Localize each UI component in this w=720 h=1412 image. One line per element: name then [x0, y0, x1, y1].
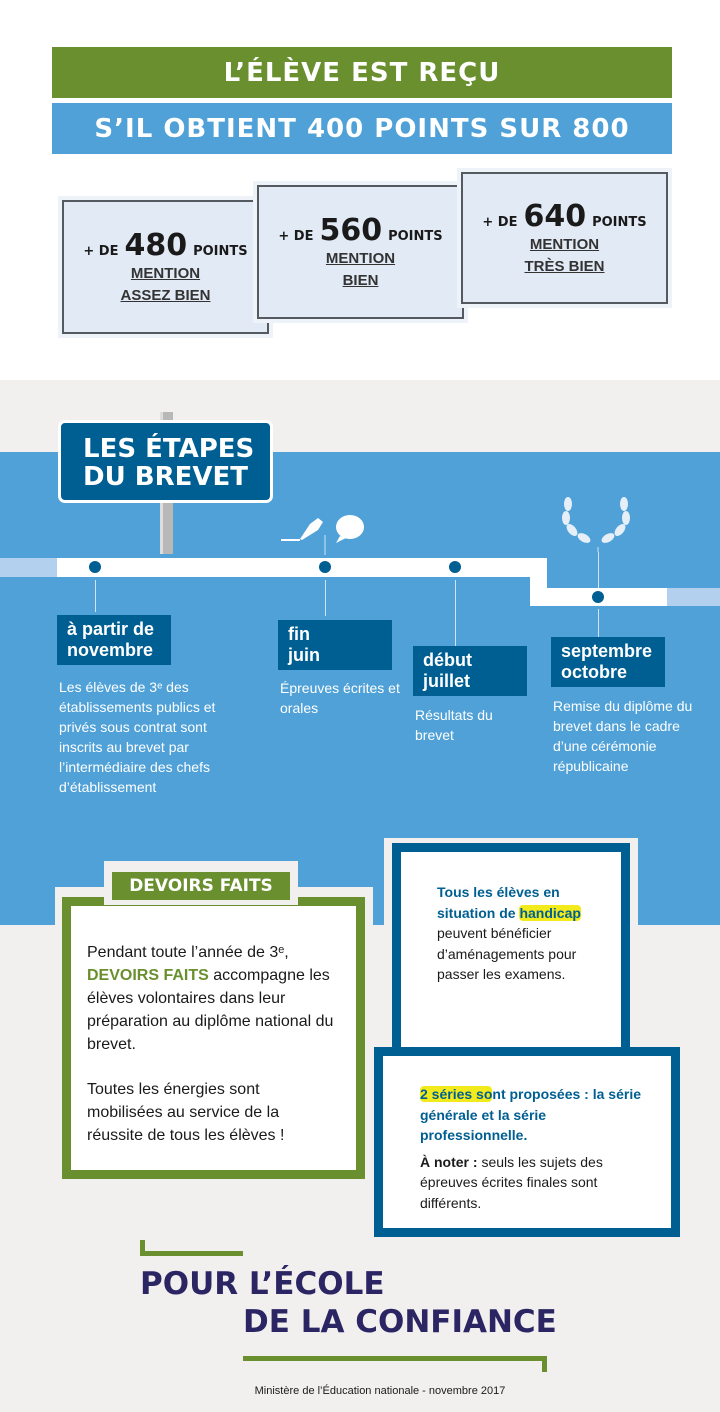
laurel-icon — [558, 492, 638, 552]
text: Pendant toute l’année de 3ᵉ, — [87, 944, 289, 961]
slogan-line: DE LA CONFIANCE — [243, 1304, 557, 1340]
series-text: nt proposées : la série générale et la série professionnelle. — [420, 1086, 641, 1143]
pen-speech-icon — [278, 510, 368, 560]
devoirs-highlight: DEVOIRS FAITS — [87, 967, 209, 984]
timeline-track — [57, 558, 547, 577]
connector-line — [455, 580, 456, 646]
step-description: Résultats du brevet — [415, 707, 493, 743]
credit: Ministère de l’Éducation nationale - novembre 2017 — [254, 1385, 506, 1397]
step-date — [551, 637, 665, 687]
handicap-text: Tous les élèves en situation de — [437, 884, 560, 921]
connector-line — [598, 552, 599, 588]
connector-line — [598, 609, 599, 637]
footer-deco — [542, 1356, 547, 1372]
step-description: Remise du diplôme du brevet dans le cadre d’une cérémonie républicaine — [553, 698, 693, 774]
mention-label: MENTION — [325, 249, 396, 267]
subtitle: S’IL OBTIENT 400 POINTS SUR 800 — [94, 113, 630, 144]
mention-label: MENTION — [529, 235, 600, 253]
step-description: Les élèves de 3ᵉ des établissements publics et privés sous contrat sont inscrits au brevet par l’intermédiaire des chefs d’établissement — [59, 679, 216, 795]
mention-level: ASSEZ BIEN — [120, 286, 211, 304]
sign-line: LES ÉTAPES — [83, 434, 255, 464]
suffix: POINTS — [388, 228, 443, 244]
date-line: octobre — [561, 662, 628, 682]
step-description: Épreuves écrites et orales — [280, 680, 400, 716]
timeline-dot — [449, 561, 461, 573]
note-label: À noter : — [420, 1153, 478, 1170]
devoirs-paragraph — [87, 941, 342, 1056]
date-line: début — [423, 650, 472, 670]
points: 560 — [319, 212, 383, 248]
handicap-highlight: handicap — [519, 904, 581, 921]
section-sign — [58, 420, 273, 503]
points: 640 — [523, 198, 587, 234]
timeline-dot — [89, 561, 101, 573]
subtitle-banner — [52, 103, 672, 154]
devoirs-tab: DEVOIRS FAITS — [112, 872, 290, 900]
step-date — [413, 646, 527, 696]
series-highlight: 2 séries so — [420, 1086, 493, 1102]
prefix: + DE — [83, 243, 119, 259]
note-text: seuls les sujets des épreuves écrites finales sont différents. — [420, 1153, 603, 1211]
mention-level: TRÈS BIEN — [524, 257, 605, 275]
footer-deco — [243, 1356, 547, 1361]
timeline-end — [667, 588, 720, 606]
step-date — [278, 620, 392, 670]
series-box — [374, 1047, 680, 1237]
prefix: + DE — [278, 228, 314, 244]
step-date — [57, 615, 171, 665]
connector-line — [325, 580, 326, 616]
suffix: POINTS — [592, 214, 647, 230]
points: 480 — [124, 227, 188, 263]
mention-level: BIEN — [342, 271, 379, 289]
text: accompagne les élèves volontaires dans leur préparation au diplôme national du brevet. — [87, 967, 334, 1053]
mention-card-assez-bien — [58, 196, 273, 338]
timeline-dot — [319, 561, 331, 573]
mention-label: MENTION — [130, 264, 201, 282]
connector-line — [95, 580, 96, 612]
handicap-text: peuvent bénéficier d’aménagements pour passer les examens. — [437, 925, 577, 982]
devoirs-paragraph: Toutes les énergies sont mobilisées au service de la réussite de tous les élèves ! — [87, 1081, 285, 1144]
mention-card-bien — [253, 181, 468, 323]
mention-card-tres-bien — [457, 168, 672, 308]
date-line: juillet — [423, 671, 471, 691]
date-line: fin — [288, 624, 310, 644]
prefix: + DE — [482, 214, 518, 230]
sign-line: DU BREVET — [83, 462, 248, 492]
date-line: septembre — [561, 641, 653, 661]
date-line: à partir de — [67, 619, 155, 639]
title-banner — [52, 47, 672, 98]
footer-deco — [140, 1251, 243, 1256]
slogan-line: POUR L’ÉCOLE — [140, 1266, 385, 1302]
suffix: POINTS — [193, 243, 248, 259]
title: L’ÉLÈVE EST REÇU — [223, 57, 501, 88]
timeline-start — [0, 558, 57, 577]
devoirs-faits-box — [62, 897, 365, 1179]
date-line: novembre — [67, 640, 154, 660]
date-line: juin — [288, 645, 320, 665]
timeline-dot — [592, 591, 604, 603]
